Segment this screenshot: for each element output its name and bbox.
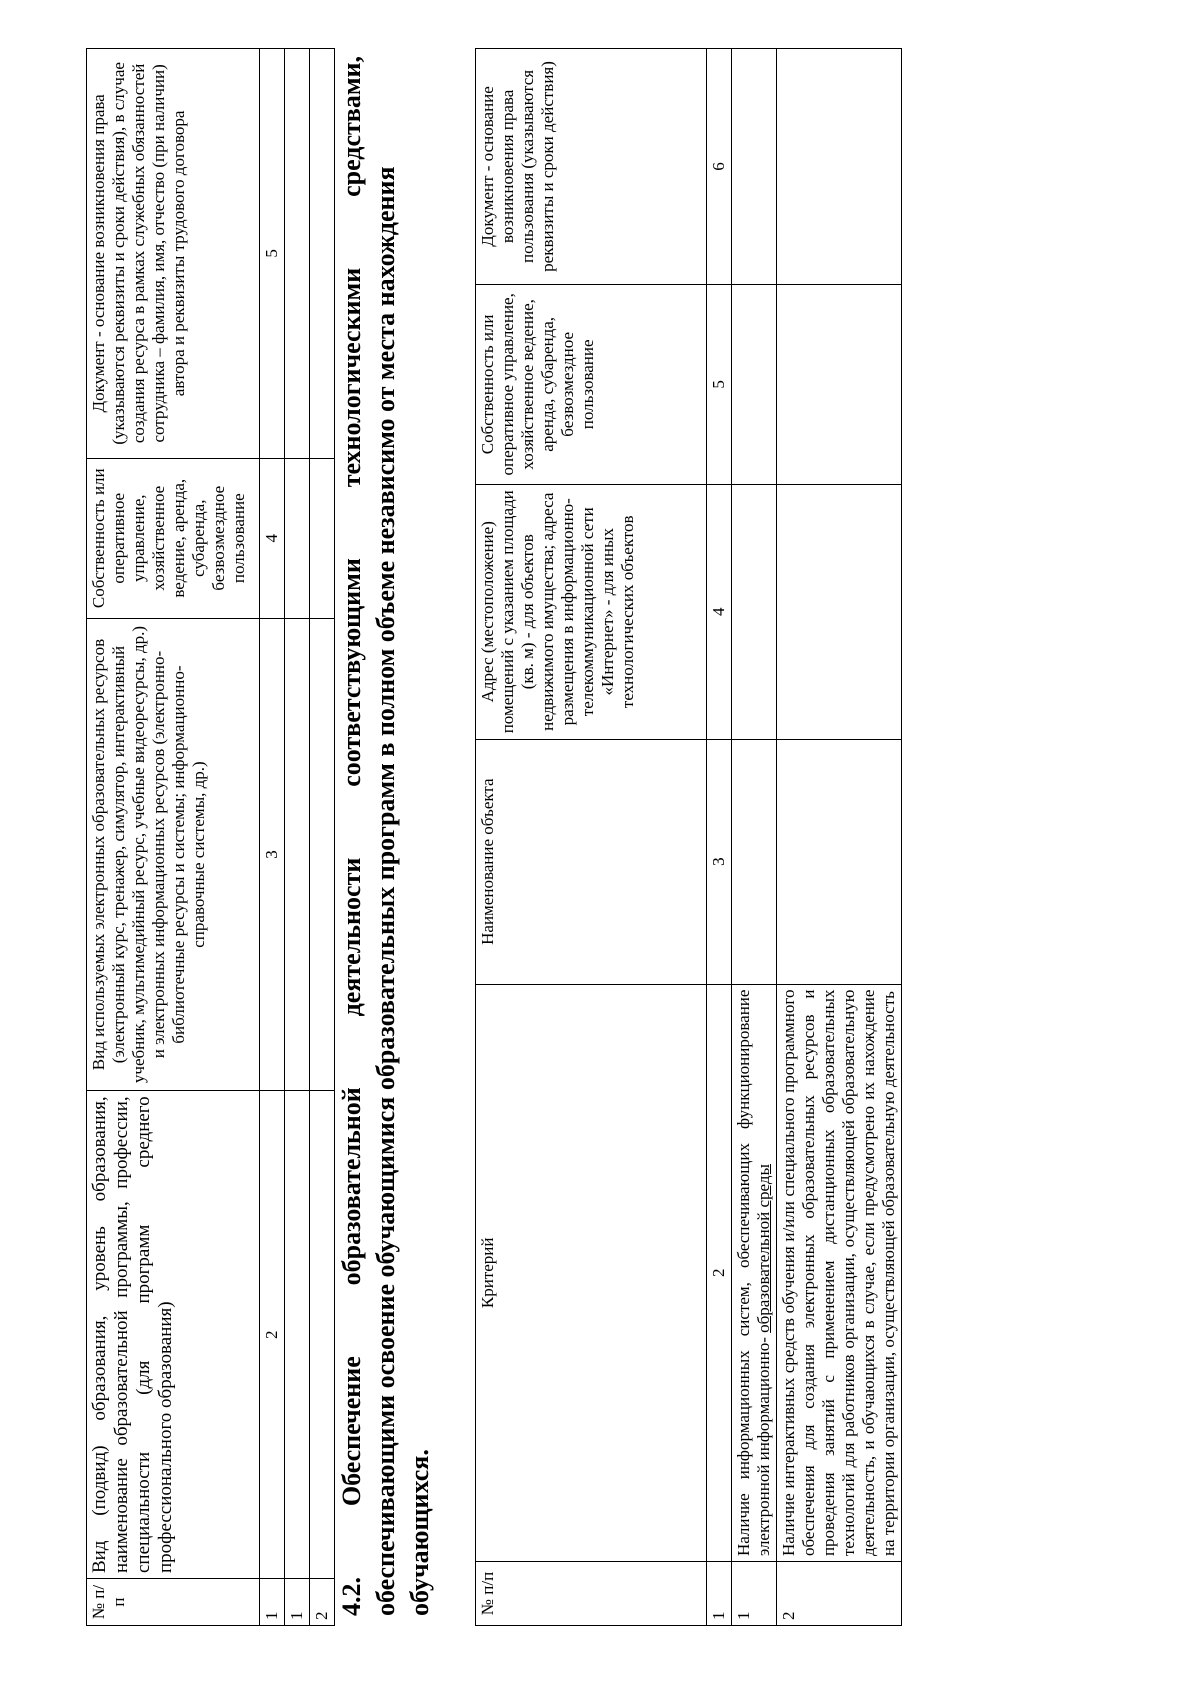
header-number: № п/п bbox=[87, 1579, 260, 1626]
table-cell bbox=[310, 458, 335, 618]
column-number: 2 bbox=[707, 984, 732, 1562]
column-number-row bbox=[707, 49, 732, 1626]
criterion-underlined-text: образовательной среды bbox=[754, 1164, 773, 1333]
criterion-cell bbox=[732, 984, 777, 1562]
table-cell bbox=[285, 618, 310, 1091]
table-cell bbox=[732, 739, 777, 984]
header-program: Вид (подвид) образования, уровень образования, наименование образовательной программы, профессии, специальности (для программ среднего профессионального образования) bbox=[87, 1091, 260, 1579]
table-cell bbox=[310, 49, 335, 459]
table-row bbox=[777, 49, 902, 1626]
row-number: 2 bbox=[777, 1562, 902, 1626]
column-number: 3 bbox=[260, 618, 285, 1091]
column-number: 3 bbox=[707, 739, 732, 984]
column-number: 1 bbox=[260, 1579, 285, 1626]
column-number: 4 bbox=[707, 484, 732, 739]
section-title-rest: обеспечивающими освоение обучающимися образовательных программ в полном объеме независимо от места нахождения обучающихся. bbox=[371, 166, 434, 1616]
table-cell bbox=[310, 618, 335, 1091]
column-number: 5 bbox=[260, 49, 285, 459]
criterion-text: Наличие информационных систем, обеспечивающих функционирование электронной информационно- bbox=[734, 989, 773, 1557]
table-cell bbox=[777, 739, 902, 984]
row-number: 1 bbox=[285, 1579, 310, 1626]
criterion-last-word: деятельность bbox=[879, 991, 898, 1088]
header-object-name: Наименование объекта bbox=[476, 739, 707, 984]
table-row bbox=[310, 49, 335, 1626]
header-address: Адрес (местоположение) помещений с указанием площади (кв. м) - для объектов недвижимого имущества; адреса размещения в информационно-телекоммуникационной сети «Интернет» - для иных технологических объектов bbox=[476, 484, 707, 739]
header-ownership: Собственность или оперативное управление, хозяйственное ведение, аренда, субаренда, безвозмездное пользование bbox=[476, 284, 707, 484]
table-header-row bbox=[87, 49, 260, 1626]
table-cell bbox=[732, 484, 777, 739]
header-document: Документ - основание возникновения права пользования (указываются реквизиты и сроки действия) bbox=[476, 49, 707, 285]
table-cell bbox=[732, 284, 777, 484]
table-cell bbox=[285, 49, 310, 459]
header-number: № п/п bbox=[476, 1562, 707, 1626]
table-cell bbox=[777, 284, 902, 484]
electronic-resources-table bbox=[86, 48, 335, 1626]
table-row bbox=[285, 49, 310, 1626]
technological-means-table bbox=[475, 48, 902, 1626]
header-resource-type: Вид используемых электронных образовательных ресурсов (электронный курс, тренажер, симулятор, интерактивный учебник, мультимедийный ресурс, учебные видеоресурсы, др.) и электронных информационных ресурсов (электронно-библиотечные ресурсы и системы; информационно-справочные системы, др.) bbox=[87, 618, 260, 1091]
table-cell bbox=[310, 1091, 335, 1579]
header-criterion: Критерий bbox=[476, 984, 707, 1562]
column-number-row bbox=[260, 49, 285, 1626]
section-title-start: Обеспечение образовательной деятельности соответствующими технологическими средствами, bbox=[337, 55, 366, 1507]
table-cell bbox=[285, 458, 310, 618]
header-ownership: Собственность или оперативное управление, хозяйственное ведение, аренда, субаренда, безвозмездное пользование bbox=[87, 458, 260, 618]
table-cell bbox=[285, 1091, 310, 1579]
column-number: 1 bbox=[707, 1562, 732, 1626]
header-document: Документ - основание возникновения права (указываются реквизиты и сроки действия), в случае создания ресурса в рамках служебных обязанностей сотрудника – фамилия, имя, отчество (при наличии) автора и реквизиты трудового договора bbox=[87, 49, 260, 459]
table-header-row bbox=[476, 49, 707, 1626]
table-cell bbox=[777, 484, 902, 739]
row-number: 1 bbox=[732, 1562, 777, 1626]
column-number: 6 bbox=[707, 49, 732, 285]
section-number: 4.2. bbox=[337, 1577, 366, 1616]
table-row bbox=[732, 49, 777, 1626]
column-number: 2 bbox=[260, 1091, 285, 1579]
criterion-cell bbox=[777, 984, 902, 1562]
row-number: 2 bbox=[310, 1579, 335, 1626]
section-heading bbox=[335, 56, 437, 1616]
column-number: 5 bbox=[707, 284, 732, 484]
heading-line-1 bbox=[335, 56, 369, 1616]
criterion-text: Наличие интерактивных средств обучения и/или специального программного обеспечения для создания электронных образовательных ресурсов и проведения занятий с применением дистанционных образовательных технологий для работников организации, осуществляющей образовательную деятельность, и обучающихся в случае, если предусмотрено их нахождение на территории организации, осуществляющей образовательную bbox=[779, 989, 898, 1557]
table-cell bbox=[777, 49, 902, 285]
table-cell bbox=[732, 49, 777, 285]
column-number: 4 bbox=[260, 458, 285, 618]
